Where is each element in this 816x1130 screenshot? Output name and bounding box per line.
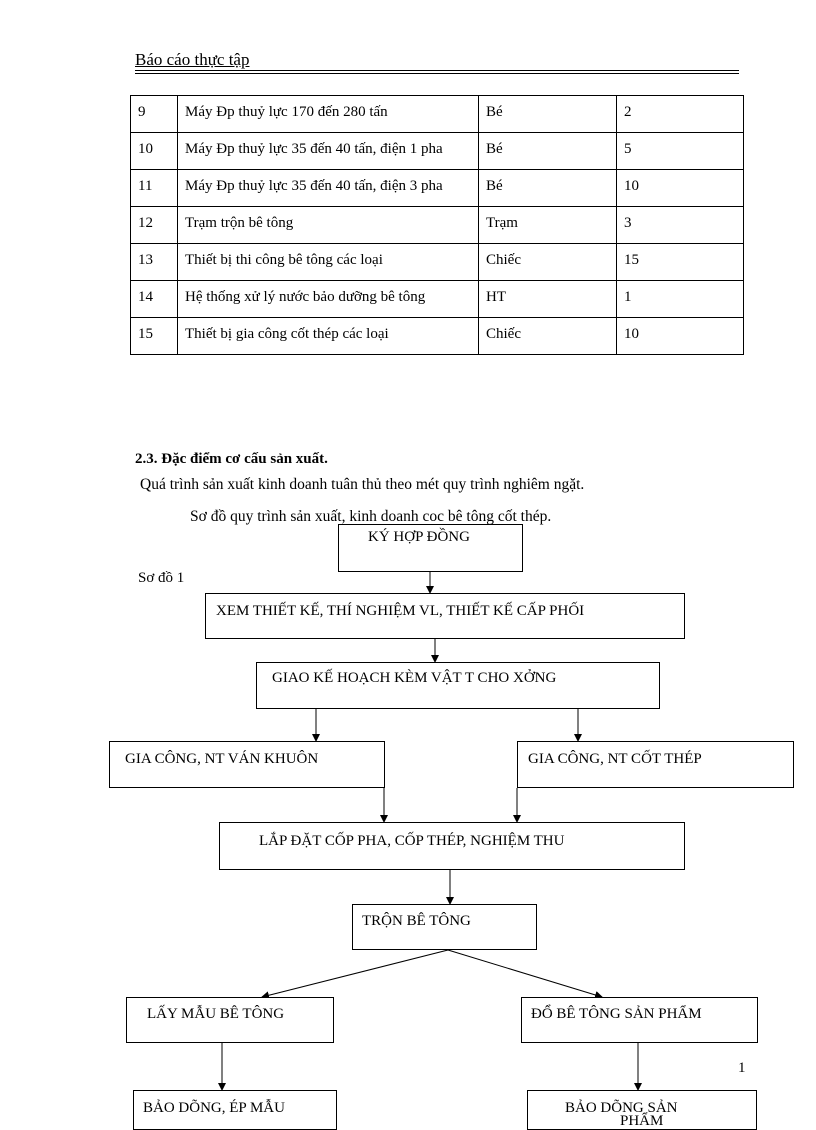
flow-box-formwork-label: GIA CÔNG, NT VÁN KHUÔN	[125, 751, 319, 767]
flow-box-cure-product-line1: BẢO DÕNG SẢN	[565, 1100, 678, 1116]
flow-box-sign-contract	[338, 524, 523, 572]
flow-box-cure-sample	[133, 1090, 337, 1130]
quantity-cell: 2	[617, 96, 744, 133]
flow-box-pour	[521, 997, 758, 1043]
row-number-cell: 15	[131, 318, 178, 355]
equipment-name-cell: Thiết bị thi công bê tông các loại	[178, 244, 479, 281]
equipment-name-cell: Máy Đp thuỷ lực 170 đến 280 tấn	[178, 96, 479, 133]
flow-box-design	[205, 593, 685, 639]
flow-box-sample	[126, 997, 334, 1043]
arrow-mix-to-sample	[262, 950, 448, 997]
equipment-name-cell: Hệ thống xử lý nước bảo dưỡng bê tông	[178, 281, 479, 318]
unit-cell: Chiếc	[479, 318, 617, 355]
arrow-mix-to-pour	[448, 950, 602, 997]
flow-box-sample-label: LẤY MẪU BÊ TÔNG	[147, 1006, 285, 1022]
unit-cell: Bé	[479, 170, 617, 207]
flow-box-rebar-label: GIA CÔNG, NT CỐT THÉP	[528, 751, 702, 767]
equipment-name-cell: Thiết bị gia công cốt thép các loại	[178, 318, 479, 355]
page-number: 1	[738, 1060, 746, 1076]
quantity-cell: 1	[617, 281, 744, 318]
section-paragraph: Quá trình sản xuất kinh doanh tuân thủ theo mét quy trình nghiêm ngặt.	[140, 476, 585, 493]
flow-box-plan-label: GIAO KẾ HOẠCH KÈM VẬT T CHO XỞNG	[272, 670, 557, 686]
flow-box-formwork	[109, 741, 385, 788]
flow-box-design-label: XEM THIẾT KẾ, THÍ NGHIỆM VL, THIẾT KẾ CẤP PHỐI	[216, 603, 585, 619]
flow-box-assembly	[219, 822, 685, 870]
flow-box-sign-contract-label: KÝ HỢP ĐỒNG	[368, 529, 470, 545]
quantity-cell: 10	[617, 170, 744, 207]
flow-box-cure-product-line2: PHẨM	[620, 1113, 664, 1129]
row-number-cell: 9	[131, 96, 178, 133]
flow-box-pour-label: ĐỔ BÊ TÔNG SẢN PHẨM	[531, 1006, 702, 1022]
unit-cell: Chiếc	[479, 244, 617, 281]
quantity-cell: 15	[617, 244, 744, 281]
diagram-label: Sơ đồ 1	[138, 570, 185, 586]
flow-box-assembly-label: LẮP ĐẶT CỐP PHA, CỐP THÉP, NGHIỆM THU	[259, 833, 565, 849]
quantity-cell: 10	[617, 318, 744, 355]
row-number-cell: 11	[131, 170, 178, 207]
quantity-cell: 3	[617, 207, 744, 244]
page-header-title: Báo cáo thực tập	[135, 50, 250, 69]
flow-box-rebar	[517, 741, 794, 788]
equipment-name-cell: Máy Đp thuỷ lực 35 đến 40 tấn, điện 3 pha	[178, 170, 479, 207]
row-number-cell: 13	[131, 244, 178, 281]
unit-cell: Bé	[479, 96, 617, 133]
flow-box-cure-product	[527, 1090, 757, 1130]
section-heading: 2.3. Đặc điểm cơ cấu sản xuất.	[135, 451, 328, 467]
diagram-title: Sơ đồ quy trình sản xuất, kinh doanh coc bê tông cốt thép.	[190, 508, 552, 525]
flow-box-cure-sample-label: BẢO DÕNG, ÉP MẪU	[143, 1100, 285, 1116]
quantity-cell: 5	[617, 133, 744, 170]
flow-box-mix	[352, 904, 537, 950]
unit-cell: Trạm	[479, 207, 617, 244]
flow-box-plan	[256, 662, 660, 709]
row-number-cell: 10	[131, 133, 178, 170]
equipment-name-cell: Trạm trộn bê tông	[178, 207, 479, 244]
row-number-cell: 14	[131, 281, 178, 318]
row-number-cell: 12	[131, 207, 178, 244]
unit-cell: Bé	[479, 133, 617, 170]
equipment-name-cell: Máy Đp thuỷ lực 35 đến 40 tấn, điện 1 pha	[178, 133, 479, 170]
flow-box-mix-label: TRỘN BÊ TÔNG	[362, 913, 471, 929]
unit-cell: HT	[479, 281, 617, 318]
